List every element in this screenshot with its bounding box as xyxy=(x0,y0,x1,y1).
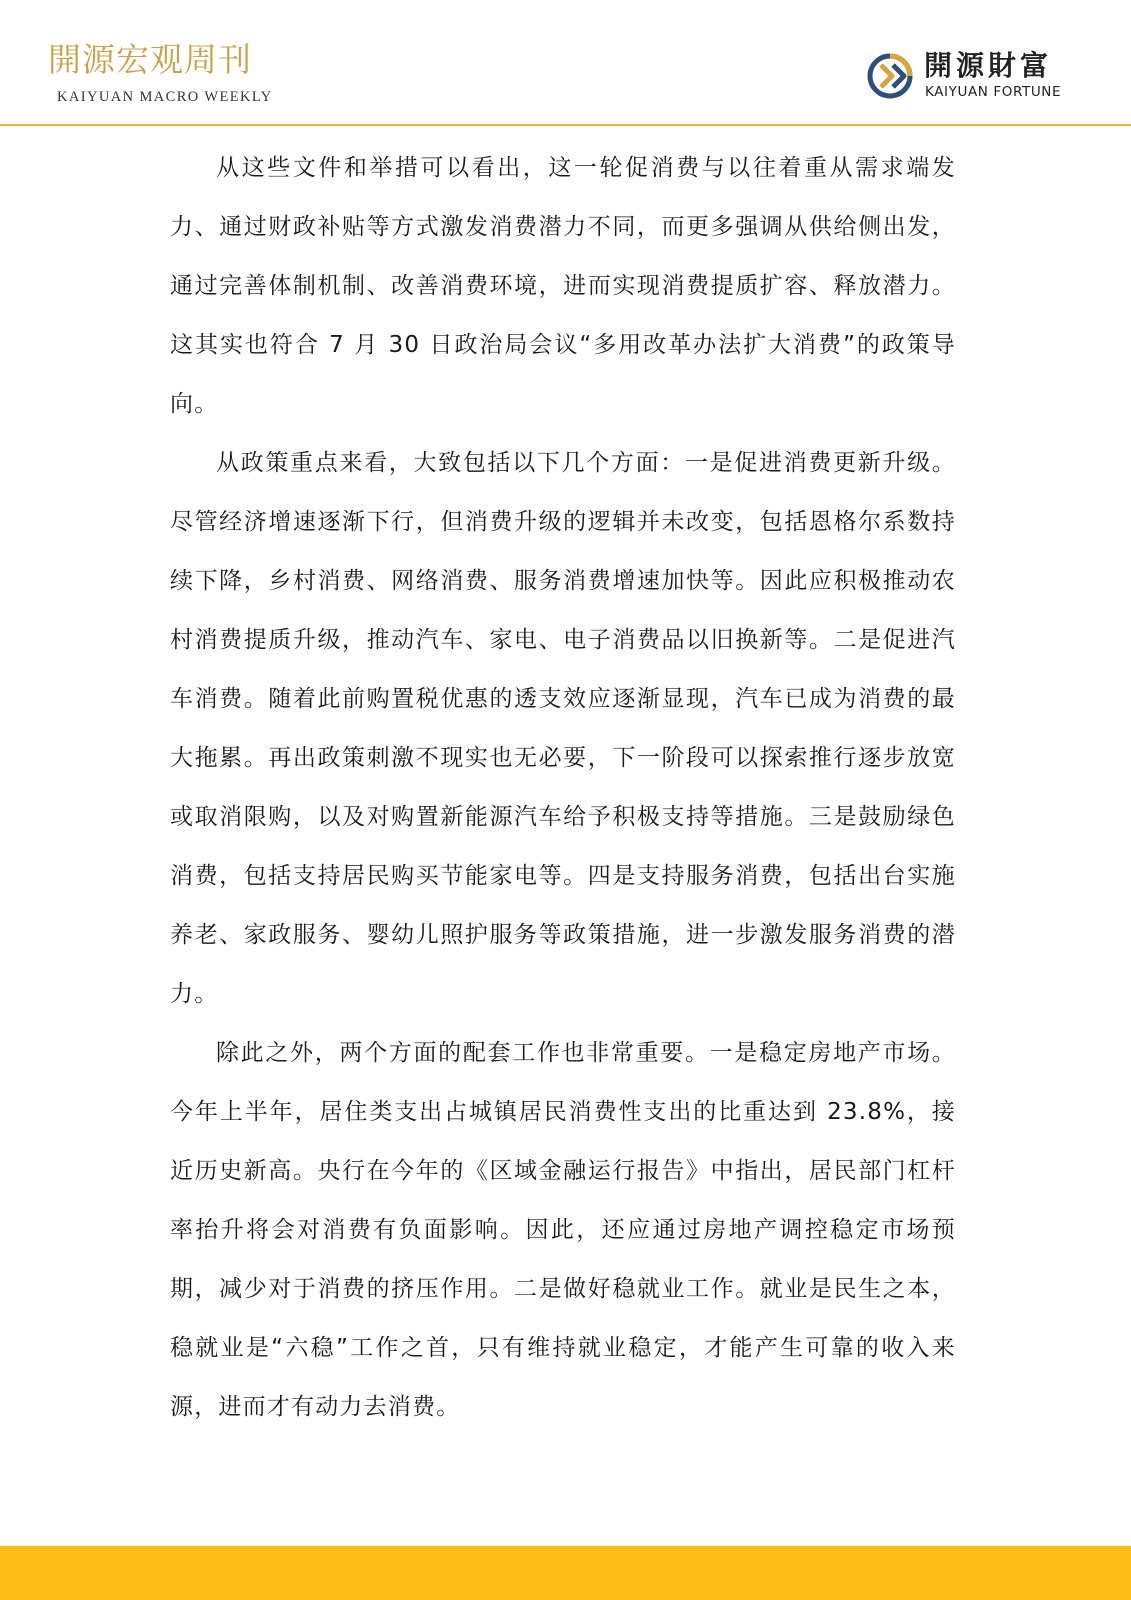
paragraph: 从这些文件和举措可以看出，这一轮促消费与以往着重从需求端发力、通过财政补贴等方式激发消费潜力不同，而更多强调从供给侧出发，通过完善体制机制、改善消费环境，进而实现消费提质扩容、释放潜力。这其实也符合 7 月 30 日政治局会议“多用改革办法扩大消费”的政策导向。 xyxy=(170,155,956,417)
logo-name-en: KAIYUAN FORTUNE xyxy=(925,84,1062,100)
paragraph: 从政策重点来看，大致包括以下几个方面：一是促进消费更新升级。尽管经济增速逐渐下行，但消费升级的逻辑并未改变，包括恩格尔系数持续下降，乡村消费、网络消费、服务消费增速加快等。因此应积极推动农村消费提质升级，推动汽车、家电、电子消费品以旧换新等。二是促进汽车消费。随着此前购置税优惠的透支效应逐渐显现，汽车已成为消费的最大拖累。再出政策刺激不现实也无必要，下一阶段可以探索推行逐步放宽或取消限购，以及对购置新能源汽车给予积极支持等措施。三是鼓励绿色消费，包括支持居民购买节能家电等。四是支持服务消费，包括出台实施养老、家政服务、婴幼儿照护服务等政策措施，进一步激发服务消费的潜力。 xyxy=(170,450,956,1007)
paragraph: 除此之外，两个方面的配套工作也非常重要。一是稳定房地产市场。今年上半年，居住类支出占城镇居民消费性支出的比重达到 23.8%，接近历史新高。央行在今年的《区域金融运行报告》中指出，居民部门杠杆率抬升将会对消费有负面影响。因此，还应通过房地产调控稳定市场预期，减少对于消费的挤压作用。二是做好稳就业工作。就业是民生之本，稳就业是“六稳”工作之首，只有维持就业稳定，才能产生可靠的收入来源，进而才有动力去消费。 xyxy=(170,1040,956,1420)
page-header xyxy=(0,0,1131,126)
header-divider xyxy=(0,124,1131,126)
kaiyuan-fortune-logo xyxy=(866,50,1106,106)
footer-bar xyxy=(0,1546,1131,1600)
kaiyuan-logo-icon xyxy=(866,52,914,100)
logo-name-cn: 開源財富 xyxy=(924,49,1053,82)
publication-title: 開源宏观周刊 xyxy=(48,40,252,79)
article-body xyxy=(170,139,956,1437)
publication-subtitle: KAIYUAN MACRO WEEKLY xyxy=(57,89,273,105)
